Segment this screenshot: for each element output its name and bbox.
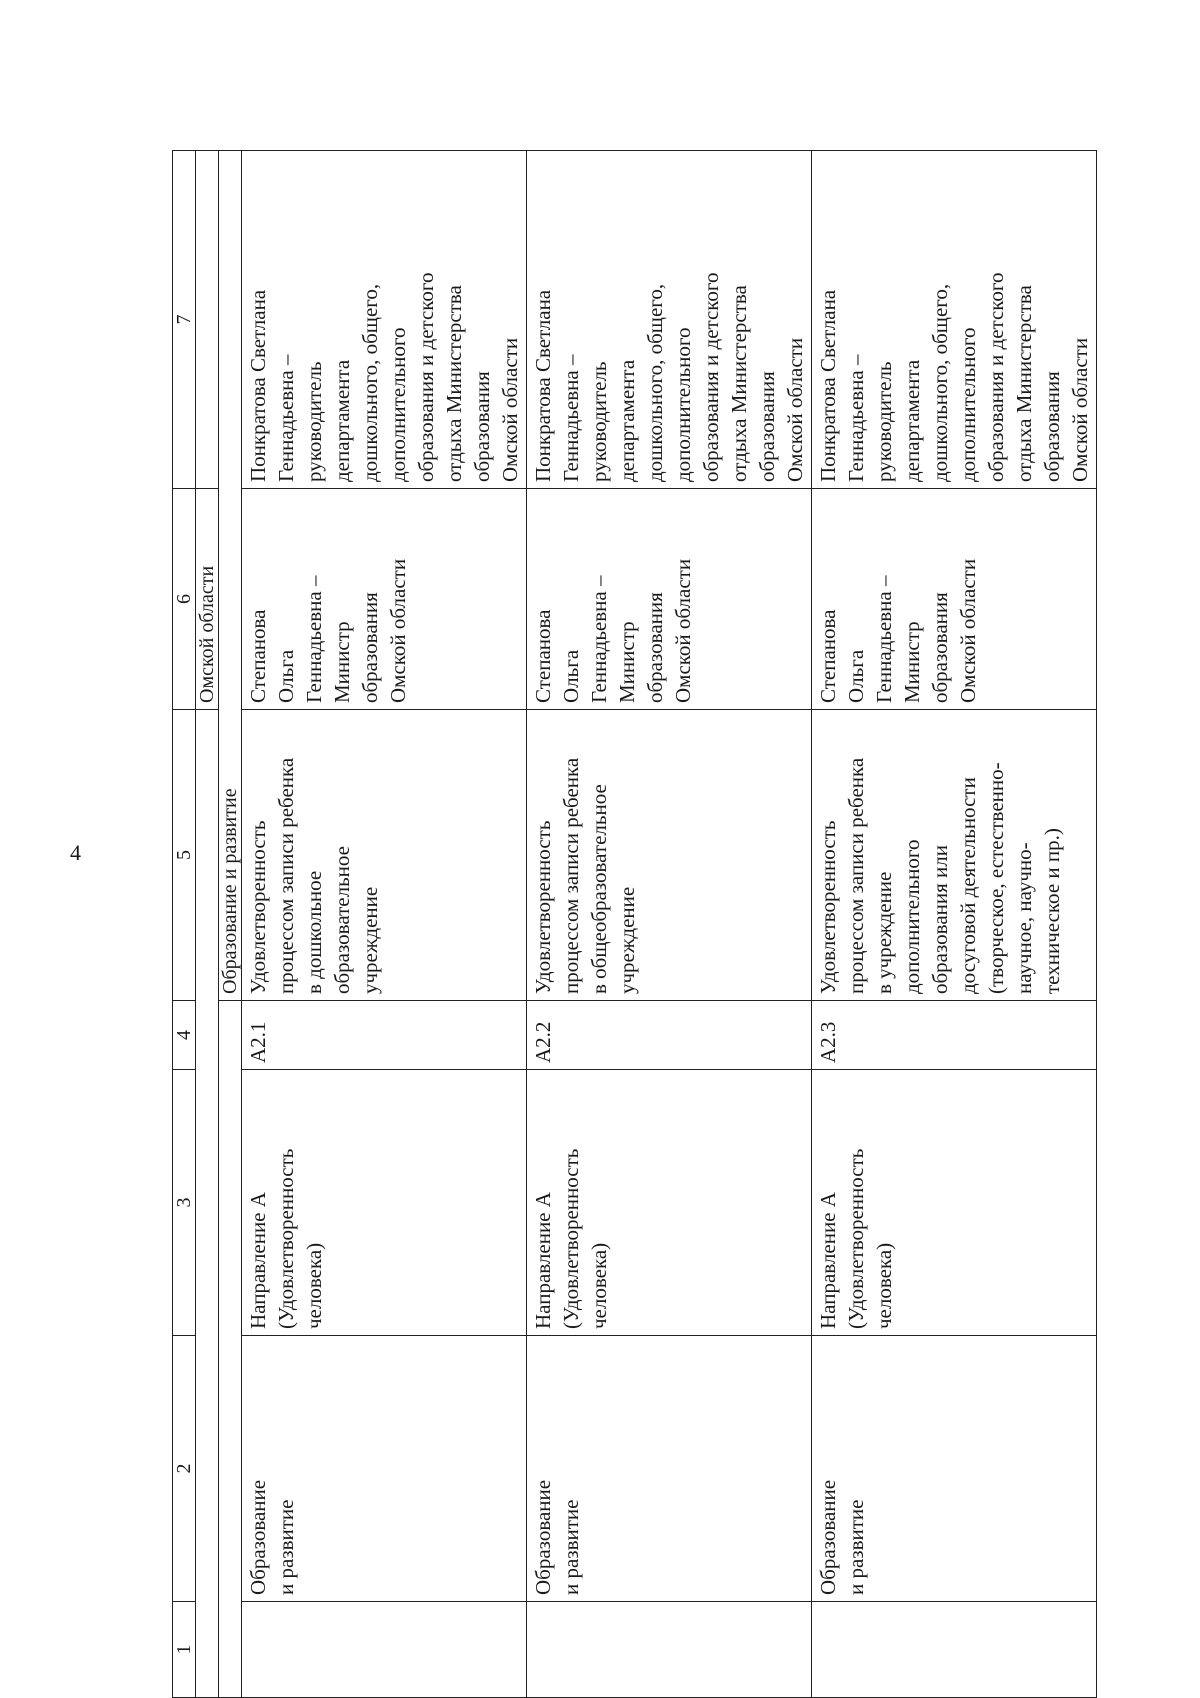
row-number-cell — [527, 1602, 812, 1698]
code-cell: А2.3 — [812, 1001, 1097, 1070]
direction-cell: Направление А (Удовлетворенность человека) — [812, 1070, 1097, 1336]
col-number-3: 3 — [173, 1070, 196, 1336]
col-number-5: 5 — [173, 710, 196, 1001]
table-row — [812, 151, 1097, 1698]
row-number-cell — [812, 1602, 1097, 1698]
column-number-row — [173, 151, 196, 1698]
section-empty — [219, 1001, 242, 1698]
code-cell: А2.2 — [527, 1001, 812, 1070]
responsible-cell: Степанова Ольга Геннадьевна – Министр образования Омской области — [812, 489, 1097, 710]
direction-cell: Направление А (Удовлетворенность человека) — [527, 1070, 812, 1336]
section-title: Образование и развитие — [219, 151, 242, 1001]
col-number-4: 4 — [173, 1001, 196, 1070]
region-band-empty — [196, 710, 219, 1698]
code-cell: А2.1 — [242, 1001, 527, 1070]
col-number-1: 1 — [173, 1602, 196, 1698]
region-band-text: Омской области — [196, 489, 219, 710]
direction-cell: Направление А (Удовлетворенность человека) — [242, 1070, 527, 1336]
col-number-2: 2 — [173, 1336, 196, 1602]
section-row — [219, 151, 242, 1698]
responsible-cell: Степанова Ольга Геннадьевна – Министр образования Омской области — [527, 489, 812, 710]
row-number-cell — [242, 1602, 527, 1698]
responsible-cell: Степанова Ольга Геннадьевна – Министр образования Омской области — [242, 489, 527, 710]
sphere-cell: Образование и развитие — [242, 1336, 527, 1602]
sphere-cell: Образование и развитие — [812, 1336, 1097, 1602]
region-band-row — [196, 151, 219, 1698]
region-band-empty-right — [196, 151, 219, 489]
indicator-cell: Удовлетворенность процессом записи ребенка в общеобразовательное учреждение — [527, 710, 812, 1001]
sphere-cell: Образование и развитие — [527, 1336, 812, 1602]
page-number: 4 — [70, 840, 81, 865]
rotated-table-frame — [172, 118, 1092, 1698]
executor-cell: Понкратова Светлана Геннадьевна – руководитель департамента дошкольного, общего, дополнительного образования и детского отдыха Министерства образования Омской области — [527, 151, 812, 489]
col-number-7: 7 — [173, 151, 196, 489]
table-row — [527, 151, 812, 1698]
executor-cell: Понкратова Светлана Геннадьевна – руководитель департамента дошкольного, общего, дополнительного образования и детского отдыха Министерства образования Омской области — [812, 151, 1097, 489]
executor-cell: Понкратова Светлана Геннадьевна – руководитель департамента дошкольного, общего, дополнительного образования и детского отдыха Министерства образования Омской области — [242, 151, 527, 489]
results-table — [172, 150, 1097, 1698]
indicator-cell: Удовлетворенность процессом записи ребенка в дошкольное образовательное учреждение — [242, 710, 527, 1001]
rotated-table — [172, 118, 1092, 1698]
indicator-cell: Удовлетворенность процессом записи ребенка в учреждение дополнительного образования или досуговой деятельности (творческое, естественно- научное, научно- техническое и пр.) — [812, 710, 1097, 1001]
table-row — [242, 151, 527, 1698]
col-number-6: 6 — [173, 489, 196, 710]
